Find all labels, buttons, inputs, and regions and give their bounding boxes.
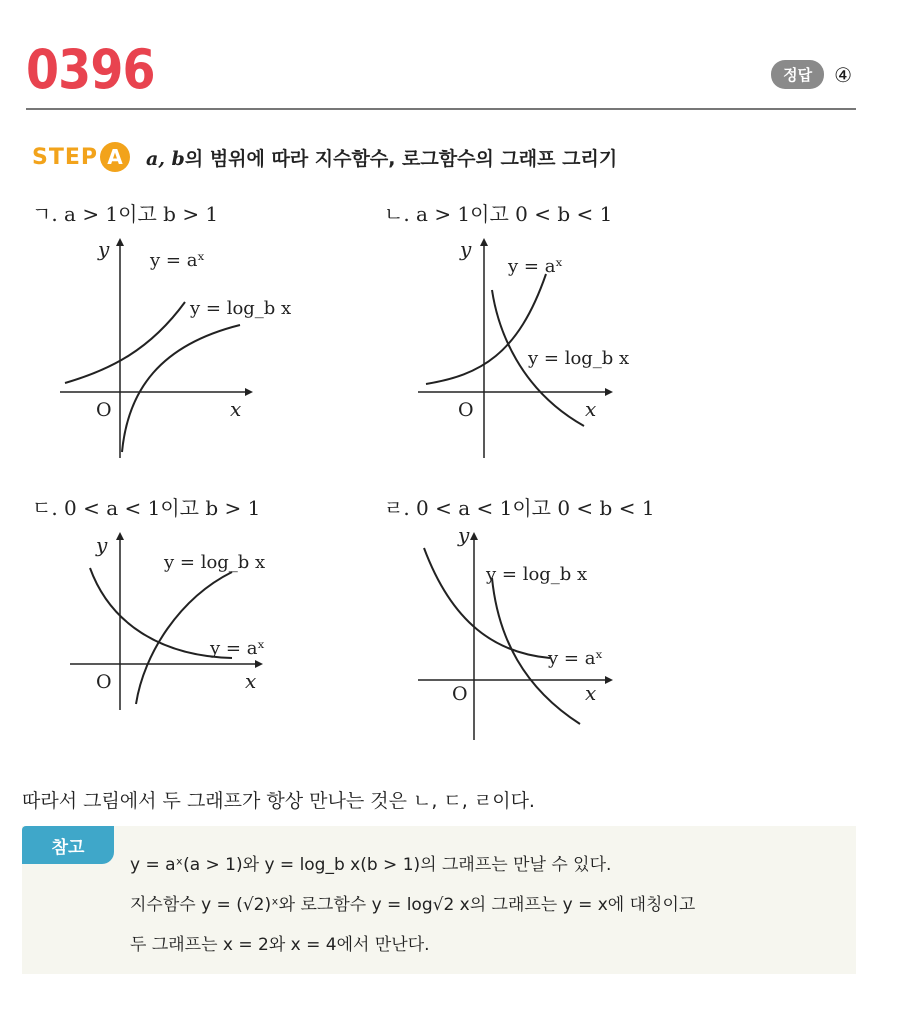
- origin-label: O: [452, 683, 468, 705]
- log-label: y = log_b x: [486, 564, 588, 585]
- case-4-graph: [400, 523, 640, 748]
- exp-label: y = aˣ: [210, 638, 266, 659]
- origin-label: O: [96, 671, 112, 693]
- note-tag: 참고: [22, 826, 114, 864]
- header-divider: [26, 108, 856, 110]
- y-axis-arrow: [116, 238, 124, 246]
- origin-label: O: [458, 399, 474, 421]
- exp-curve: [65, 302, 185, 383]
- reference-note: [22, 826, 856, 974]
- note-line-3: 두 그래프는 x = 2와 x = 4에서 만난다.: [130, 935, 430, 955]
- y-axis-label: y: [458, 523, 470, 547]
- y-axis-label: y: [460, 237, 472, 261]
- step-title-vars: a, b: [146, 147, 185, 170]
- step-label: STEP: [32, 144, 99, 170]
- exp-label: y = aˣ: [150, 250, 206, 271]
- answer-value: ④: [834, 62, 852, 87]
- problem-number: 0396: [26, 38, 155, 101]
- answer-area: [771, 60, 852, 89]
- x-axis-label: x: [585, 681, 597, 705]
- y-axis-arrow: [470, 532, 478, 540]
- x-axis-label: x: [230, 397, 242, 421]
- case-2-graph: [400, 230, 640, 470]
- case-3-caption: ㄷ. 0 < a < 1이고 b > 1: [32, 496, 261, 520]
- case-1-graph: [40, 230, 292, 470]
- x-axis-arrow: [605, 676, 613, 684]
- x-axis-arrow: [605, 388, 613, 396]
- case-4-caption: ㄹ. 0 < a < 1이고 0 < b < 1: [384, 496, 655, 520]
- x-axis-arrow: [255, 660, 263, 668]
- y-axis-label: y: [98, 237, 110, 261]
- x-axis-label: x: [245, 669, 257, 693]
- y-axis-label: y: [96, 533, 108, 557]
- case-3-graph: [40, 528, 290, 718]
- case-1-caption: ㄱ. a > 1이고 b > 1: [32, 202, 219, 226]
- note-line-1: y = aˣ(a > 1)와 y = log_b x(b > 1)의 그래프는 만날 수 있다.: [130, 855, 612, 875]
- origin-label: O: [96, 399, 112, 421]
- note-line-2: 지수함수 y = (√2)ˣ와 로그함수 y = log√2 x의 그래프는 y = x에 대칭이고: [130, 895, 696, 915]
- log-label: y = log_b x: [164, 552, 266, 573]
- case-2-caption: ㄴ. a > 1이고 0 < b < 1: [384, 202, 613, 226]
- exp-label: y = aˣ: [548, 648, 604, 669]
- log-label: y = log_b x: [528, 348, 630, 369]
- x-axis-arrow: [245, 388, 253, 396]
- x-axis-label: x: [585, 397, 597, 421]
- step-title: [146, 144, 617, 171]
- step-title-text: 의 범위에 따라 지수함수, 로그함수의 그래프 그리기: [184, 147, 618, 170]
- answer-badge: 정답: [771, 60, 824, 89]
- exp-label: y = aˣ: [508, 256, 564, 277]
- step-letter-badge: A: [100, 142, 130, 172]
- y-axis-arrow: [480, 238, 488, 246]
- log-label: y = log_b x: [190, 298, 292, 319]
- log-curve: [122, 325, 240, 452]
- conclusion-text: 따라서 그림에서 두 그래프가 항상 만나는 것은 ㄴ, ㄷ, ㄹ이다.: [22, 790, 535, 812]
- y-axis-arrow: [116, 532, 124, 540]
- step-heading: [32, 142, 617, 172]
